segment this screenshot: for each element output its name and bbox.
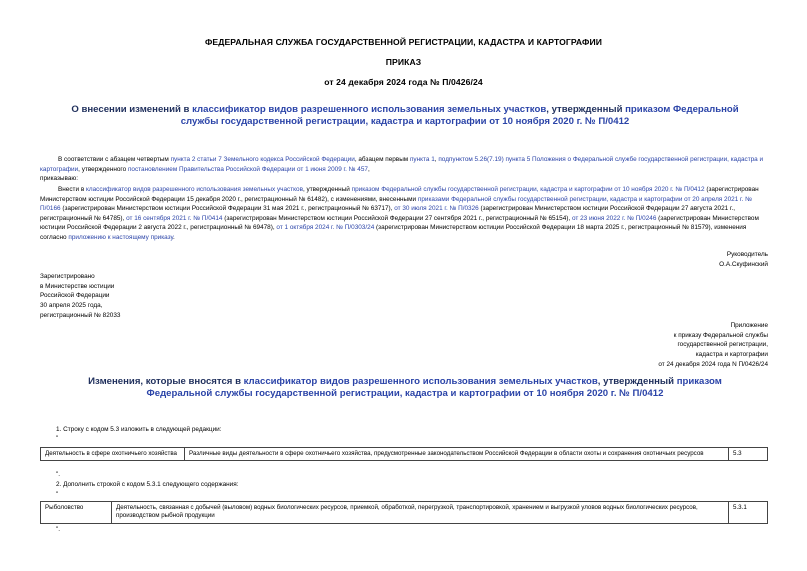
order-link[interactable]: приказом Федеральной службы государственной регистрации, кадастра и картографии от 10 ноября 2020 г. № П/0412	[180, 104, 739, 127]
item-1-quote-open: "	[56, 435, 59, 442]
amendment-link-5[interactable]: от 1 октября 2024 г. № П/0303/24	[276, 224, 375, 231]
item-1-text: 1. Строку с кодом 5.3 изложить в следующей редакции:	[56, 426, 222, 433]
signature-block	[40, 250, 768, 269]
item-2-quote-open: "	[56, 491, 59, 498]
item-2-text: 2. Дополнить строкой с кодом 5.3.1 следующего содержания:	[56, 481, 239, 488]
body-classifier-link[interactable]: классификатор видов разрешенного использования земельных участков	[85, 186, 303, 193]
appendix-block: Приложение к приказу Федеральной службы государственной регистрации, кадастра и картографии от 24 декабря 2024 года N П/0426/24	[658, 322, 768, 368]
table-row	[41, 448, 768, 461]
changes-order-link[interactable]: приказом Федеральной службы государственной регистрации, кадастра и картографии от 10 ноября 2020 г. № П/0412	[146, 376, 722, 399]
regulation-link[interactable]: подпунктом 5.26(7.19) пункта 5 Положения о Федеральной службе государственной регистрации, кадастра и картографии	[40, 156, 764, 173]
amendment-link-2[interactable]: от 30 июля 2021 г. № П/0326	[394, 205, 479, 212]
main-body: Внести в классификатор видов разрешенного использования земельных участков, утвержденный приказом Федеральной службы государственной регистрации, кадастра и картографии от 10 ноября 2020 г. № П/0412 (зарегистрирован Министерством юстиции Российской Федерации 15 декабря 2020 г., регистрационный № 61482), с изменениями, внесенными приказами Федеральной службы государственной регистрации, кадастра и картографии от 20 апреля 2021 г. № П/0166 (зарегистрирован Министерством юстиции Российской Федерации 31 мая 2021 г., регистрационный № 63717), от 30 июля 2021 г. № П/0326 (зарегистрирован Министерством юстиции Российской Федерации 27 августа 2021 г., регистрационный № 64785), от 16 сентября 2021 г. № П/0414 (зарегистрирован Министерством юстиции Российской Федерации 27 сентября 2021 г., регистрационный № 65154), от 23 июня 2022 г. № П/0246 (зарегистрирован Министерством юстиции Российской Федерации 2 августа 2022 г., регистрационный № 69478), от 1 октября 2024 г. № П/0303/24 (зарегистрирован Министерством юстиции Российской Федерации 18 марта 2025 г., регистрационный № 81579), изменения согласно приложению к настоящему приказу.	[40, 186, 759, 241]
item-2-quote-close: ".	[56, 526, 61, 533]
agency-name: ФЕДЕРАЛЬНАЯ СЛУЖБА ГОСУДАРСТВЕННОЙ РЕГИСТРАЦИИ, КАДАСТРА И КАРТОГРАФИИ	[204, 37, 603, 47]
item-1-table	[40, 447, 768, 461]
row-name: Деятельность в сфере охотничьего хозяйства	[41, 448, 185, 461]
changes-title: Изменения, которые вносятся в классификатор видов разрешенного использования земельных участков, утвержденный приказом Федеральной службы государственной регистрации, кадастра и картографии от 10 ноября 2020 г. № П/0412	[88, 376, 722, 399]
row-description: Деятельность, связанная с добычей (выловом) водных биологических ресурсов, приемкой, обработкой, перегрузкой, транспортировкой, хранением и выгрузкой уловов водных биологических ресурсов, производством рыбной продукции	[112, 502, 729, 524]
point-1-link[interactable]: пункта 1	[409, 156, 435, 163]
table-row	[41, 502, 768, 524]
item-2-table	[40, 501, 768, 524]
amendment-link-1[interactable]: приказами Федеральной службы государственной регистрации, кадастра и картографии от 20 апреля 2021 г. № П/0166	[40, 195, 752, 212]
land-code-link[interactable]: пункта 2 статьи 7 Земельного кодекса Российской Федерации	[170, 156, 355, 163]
government-decree-link[interactable]: постановлением Правительства Российской Федерации от 1 июня 2009 г. № 457	[127, 165, 368, 173]
order-word: приказываю:	[40, 175, 78, 182]
amendment-link-3[interactable]: от 16 сентября 2021 г. № П/0414	[126, 214, 223, 222]
signature-name: О.А.Скуфинский	[719, 260, 768, 268]
body-order-link[interactable]: приказом Федеральной службы государственной регистрации, кадастра и картографии от 10 ноября 2020 г. № П/0412	[351, 186, 705, 193]
row-name: Рыболовство	[41, 502, 112, 524]
item-1-quote-close: ".	[56, 471, 61, 478]
classifier-link[interactable]: классификатор видов разрешенного использования земельных участков	[192, 104, 547, 115]
preamble: В соответствии с абзацем четвертым пункта 2 статьи 7 Земельного кодекса Российской Федерации, абзацем первым пункта 1, подпунктом 5.26(7.19) пункта 5 Положения о Федеральной службе государственной регистрации, кадастра и картографии, утвержденного постановлением Правительства Российской Федерации от 1 июня 2009 г. № 457, приказываю:	[40, 155, 770, 184]
row-description: Различные виды деятельности в сфере охотничьего хозяйства, предусмотренные законодательством Российской Федерации в области охоты и сохранения охотничьих ресурсов	[185, 448, 729, 461]
amendment-link-4[interactable]: от 23 июня 2022 г. № П/0246	[571, 214, 657, 222]
row-code: 5.3	[729, 448, 768, 461]
registration-block: Зарегистрировано в Министерстве юстиции Российской Федерации 30 апреля 2025 года, регистрационный № 82033	[40, 273, 121, 319]
appendix-link[interactable]: приложению к настоящему приказу	[68, 233, 174, 241]
document-date-number: от 24 декабря 2024 года № П/0426/24	[324, 77, 483, 87]
document-type: ПРИКАЗ	[385, 57, 422, 67]
document-title: О внесении изменений в классификатор видов разрешенного использования земельных участков, утвержденный приказом Федеральной службы государственной регистрации, кадастра и картографии от 10 ноября 2020 г. № П/0412	[71, 104, 739, 127]
row-code: 5.3.1	[729, 502, 768, 524]
changes-classifier-link[interactable]: классификатор видов разрешенного использования земельных участков	[243, 376, 598, 387]
signature-role: Руководитель	[726, 251, 768, 258]
